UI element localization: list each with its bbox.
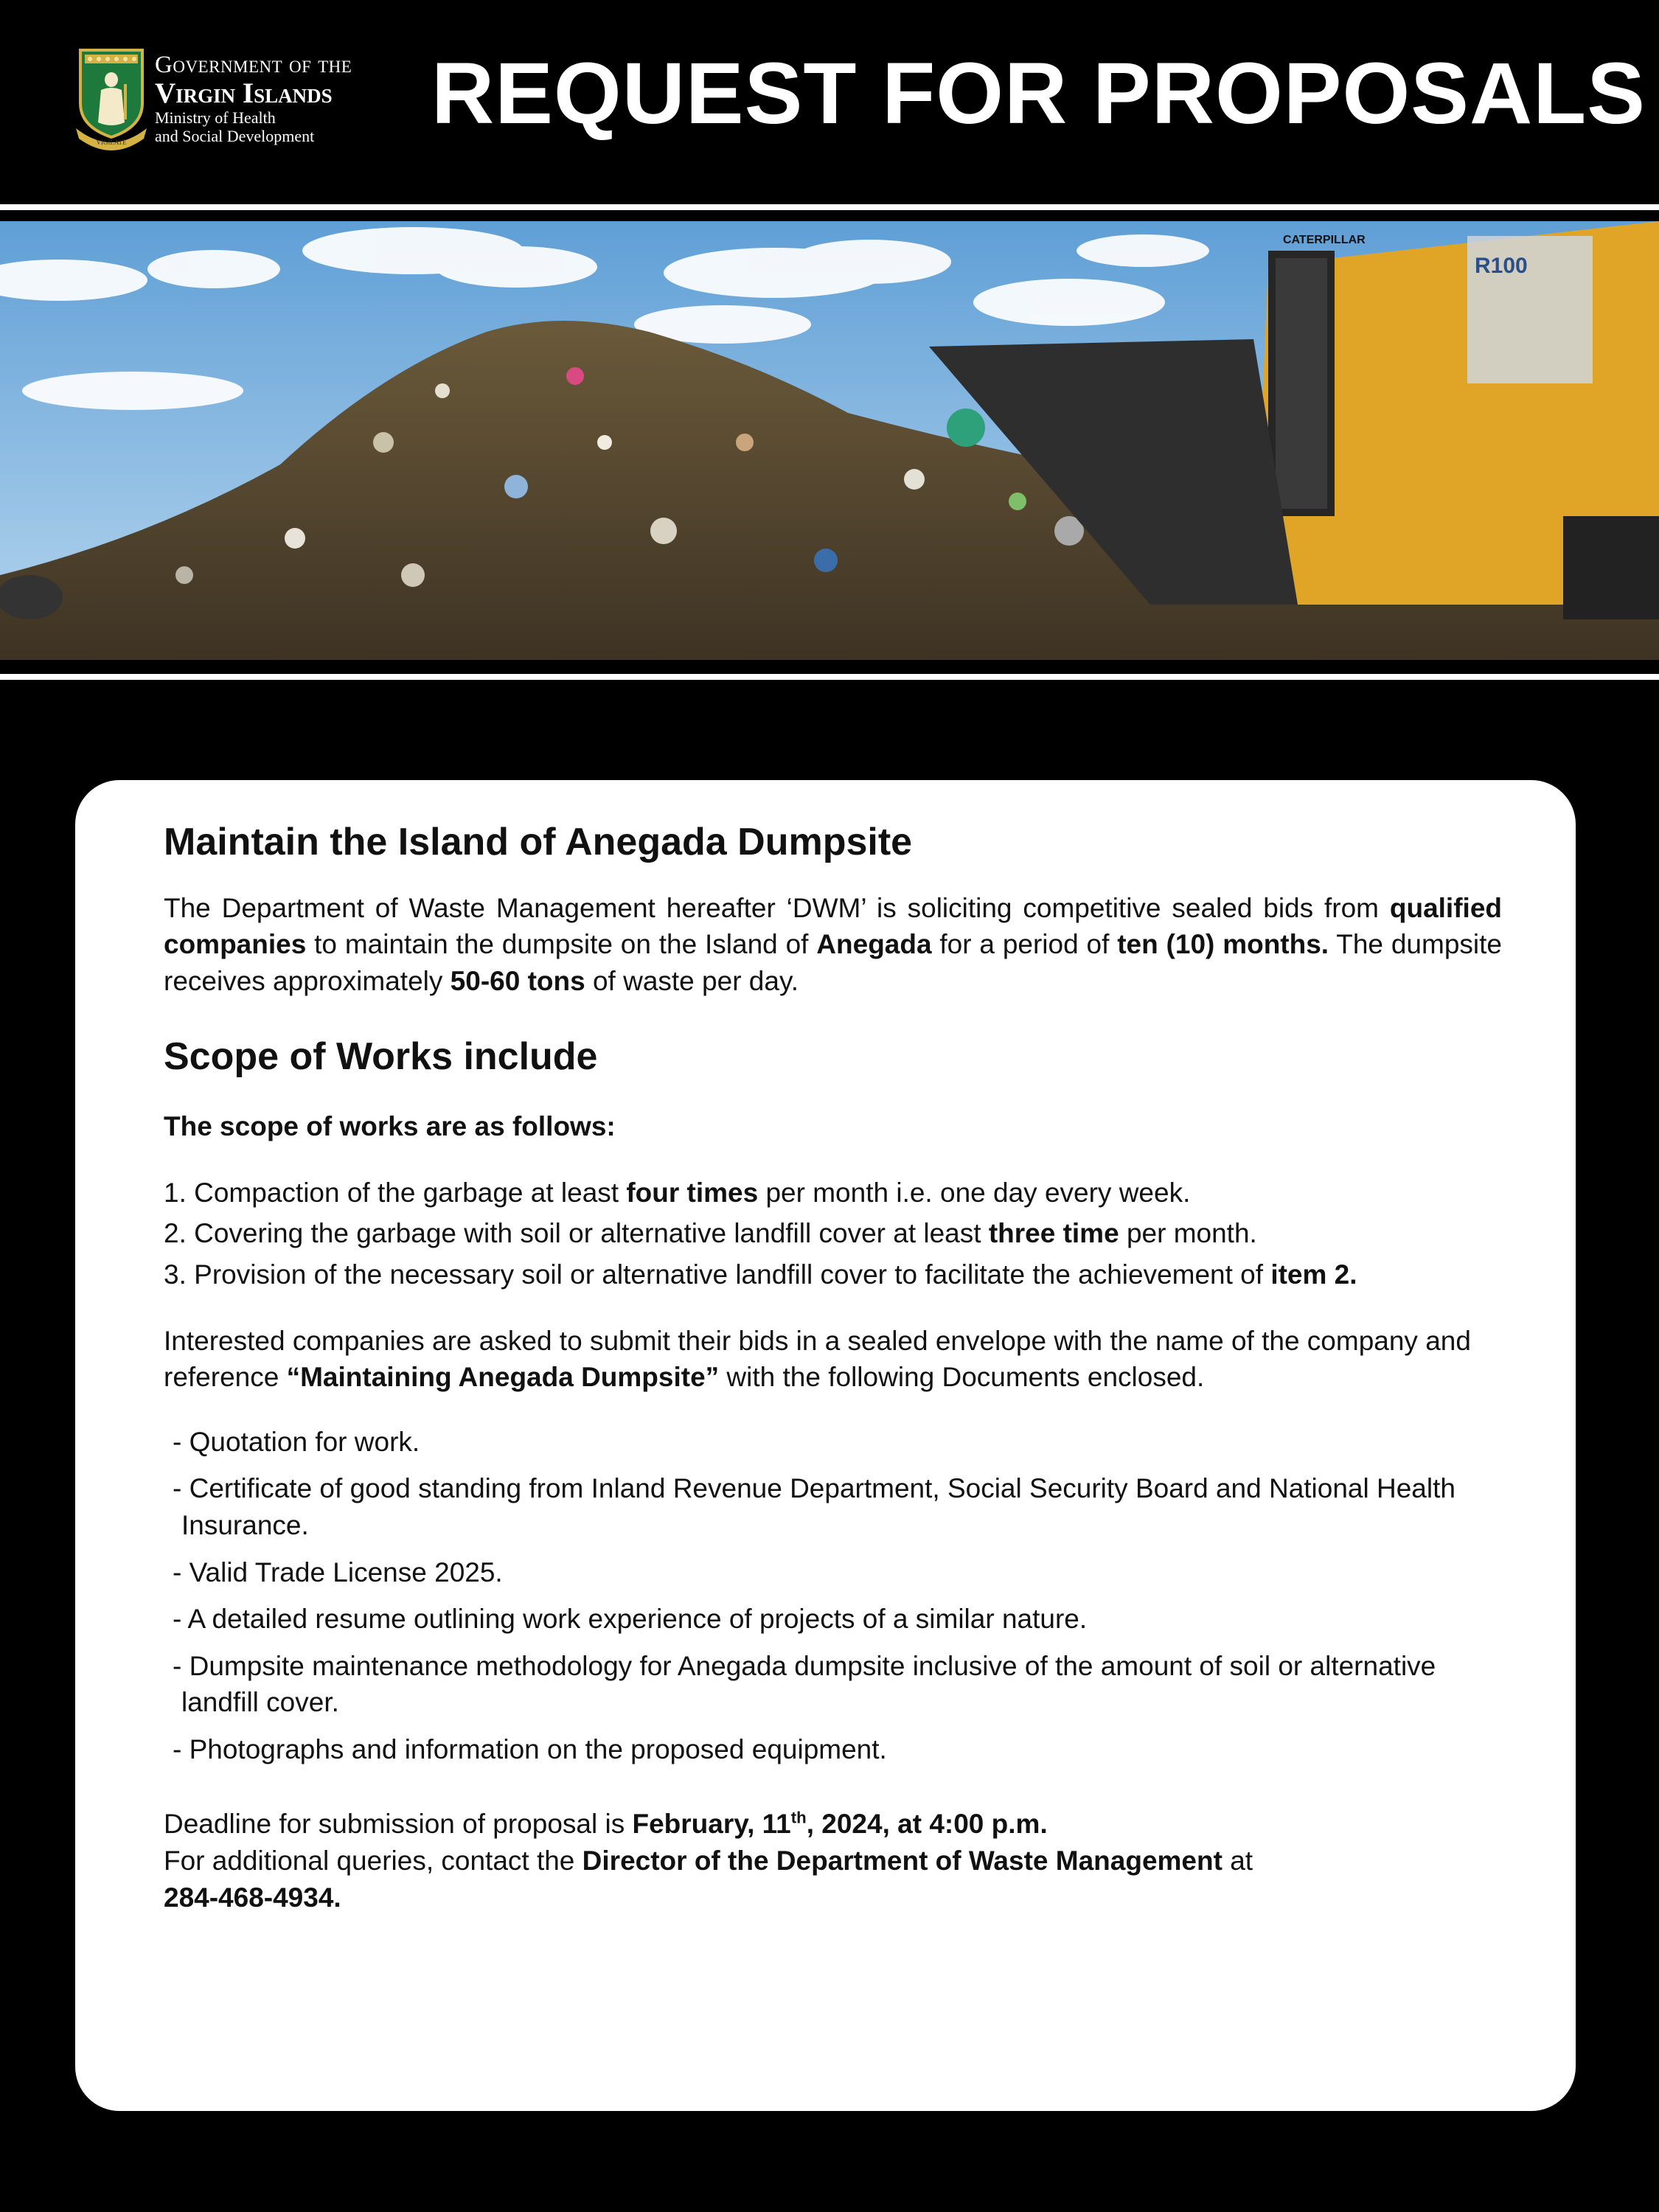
document-item: - Dumpsite maintenance methodology for Anegada dumpsite inclusive of the amount of soil or alternative landfill cover. [173,1650,1436,1718]
header-divider-top [0,204,1659,210]
contact-line: For additional queries, contact the Director of the Department of Waste Management at [164,1846,1253,1876]
page-title: REQUEST FOR PROPOSALS [431,45,1646,142]
scope-item-1: 1. Compaction of the garbage at least four times per month i.e. one day every week. [164,1177,1191,1208]
contact-phone: 284-468-4934. [164,1882,341,1913]
document-item: - Valid Trade License 2025. [173,1557,503,1587]
document-item: - Photographs and information on the proposed equipment. [173,1733,887,1764]
document-item: - Certificate of good standing from Inland Revenue Department, Social Security Board and National Health Insurance. [173,1473,1455,1540]
government-wordmark [155,53,352,145]
documents-list [164,1424,1502,1768]
government-logo [70,46,398,156]
deadline-line: Deadline for submission of proposal is February, 11th, 2024, at 4:00 p.m. [164,1809,1048,1840]
scope-item-2: 2. Covering the garbage with soil or alternative landfill cover at least three time per month. [164,1218,1257,1249]
scope-list [164,1175,1502,1293]
header-bar [0,0,1659,199]
deadline-block [164,1806,1502,1916]
document-item: - Quotation for work. [173,1426,420,1457]
logo-line-ministry: Ministry of Health [155,108,276,127]
logo-line-virgin-islands: Virgin Islands [155,77,333,109]
proposal-content [164,821,1502,1916]
header-divider-bottom [0,674,1659,680]
svg-text:VIGILATE: VIGILATE [96,139,127,146]
logo-line-government: Government of the [155,52,352,78]
svg-text:R100: R100 [1475,254,1528,278]
document-item: - A detailed resume outlining work experience of projects of a similar nature. [173,1604,1088,1635]
scope-item-3: 3. Provision of the necessary soil or alternative landfill cover to facilitate the achievement of item 2. [164,1259,1357,1290]
logo-line-department: and Social Development [155,127,315,145]
dumpsite-banner-image [0,221,1659,660]
proposal-card [75,780,1576,2111]
intro-heading: Maintain the Island of Anegada Dumpsite [164,821,913,863]
svg-text:CATERPILLAR: CATERPILLAR [1283,234,1366,246]
scope-heading: Scope of Works include [164,1034,598,1078]
coat-of-arms-icon [70,46,153,150]
intro-paragraph: The Department of Waste Management hereafter ‘DWM’ is soliciting competitive sealed bids from qualified companies to maintain the dumpsite on the Island of Anegada for a period of ten (10) months. The dumpsite receives approximately 50-60 tons of waste per day. [164,892,1502,996]
submission-paragraph: Interested companies are asked to submit their bids in a sealed envelope with the name of the company and reference “Maintaining Anegada Dumpsite” with the following Documents enclosed. [164,1325,1471,1393]
scope-subheading: The scope of works are as follows: [164,1111,616,1142]
